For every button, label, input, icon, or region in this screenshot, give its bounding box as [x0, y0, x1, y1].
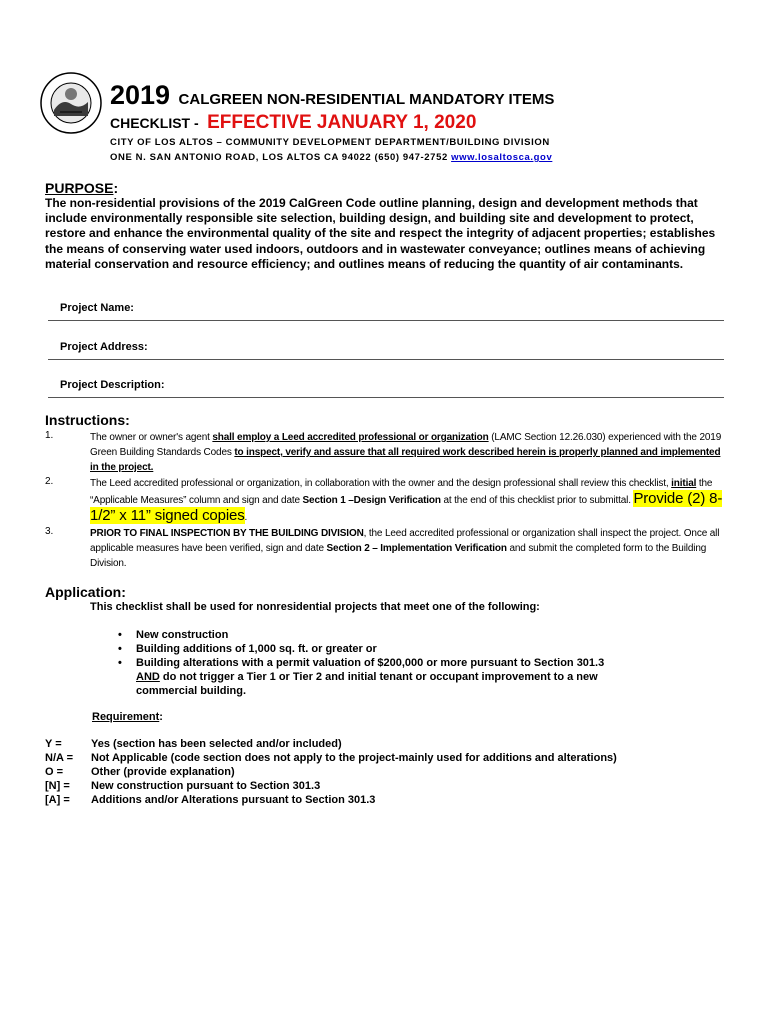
instruction-3-text-a: PRIOR TO FINAL INSPECTION BY THE BUILDING DIVISION [90, 528, 364, 539]
instruction-2-text-c: the “Applicable Measures” column and sign and date [90, 478, 713, 506]
title-text: CALGREEN NON-RESIDENTIAL MANDATORY ITEMS [178, 91, 555, 108]
purpose-heading-text: PURPOSE [45, 180, 114, 196]
project-description-field[interactable] [48, 379, 724, 398]
instruction-1-text-c: (LAMC Section 12.26.030) experienced with the 2019 Green Building Standards Codes [90, 432, 722, 458]
key-row [45, 737, 617, 751]
application-bullet-list [118, 628, 656, 698]
key-row [45, 751, 617, 765]
document-title [110, 80, 554, 111]
instruction-2 [90, 476, 730, 525]
instruction-3 [90, 526, 730, 571]
bullet-icon: • [118, 657, 122, 669]
department-address [110, 152, 552, 163]
list-item-continuation [118, 670, 656, 698]
bullet-text: Building additions of 1,000 sq. ft. or greater or [136, 643, 377, 655]
key-row [45, 779, 617, 793]
city-seal-logo [40, 72, 102, 134]
instruction-3-text-b: , the Leed accredited professional or organization shall inspect the project. Once all applicable measures have been verified, sign and date [90, 528, 720, 554]
key-code: Y = [45, 738, 62, 750]
key-meaning: Other (provide explanation) [91, 766, 235, 778]
purpose-colon: : [113, 180, 119, 196]
instruction-number-1: 1. [45, 430, 54, 441]
instruction-number-2: 2. [45, 476, 54, 487]
key-code: N/A = [45, 752, 74, 764]
instruction-2-text-e: at the end of this checklist prior to submittal. [440, 495, 634, 506]
key-row [45, 793, 617, 807]
bullet-icon: • [118, 629, 122, 641]
website-link[interactable]: www.losaltosca.gov [451, 152, 553, 163]
instruction-1-text-a: The owner or owner's agent [90, 432, 213, 443]
requirement-key-list [45, 737, 617, 807]
instruction-3-text-d: and submit the completed form to the Building Division. [90, 543, 707, 569]
instruction-3-text-c: Section 2 – Implementation Verification [326, 543, 507, 554]
bullet-text: Building alterations with a permit valuation of $200,000 or more pursuant to Section 301.3 [136, 657, 605, 669]
signed-copies-highlight: Provide (2) 8-1/2” x 11” signed copies [90, 490, 723, 524]
instruction-2-text-b: initial [671, 478, 697, 489]
bullet-continuation-text [136, 670, 656, 698]
key-code: [N] = [45, 780, 70, 792]
application-text: This checklist shall be used for nonresidential projects that meet one of the following: [90, 601, 540, 613]
project-address-label: Project Address: [60, 341, 148, 353]
effective-date: EFFECTIVE JANUARY 1, 2020 [207, 112, 477, 133]
instruction-1-text-d: to inspect, verify and assure that all required work described herein is properly planned and implemented in the project. [90, 447, 721, 473]
requirement-heading [92, 711, 163, 723]
department-name: CITY OF LOS ALTOS – COMMUNITY DEVELOPMENT DEPARTMENT/BUILDING DIVISION [110, 137, 550, 148]
and-word: AND [136, 671, 160, 683]
key-meaning: Yes (section has been selected and/or included) [91, 738, 342, 750]
purpose-text: The non-residential provisions of the 2019 CalGreen Code outline planning, design and development methods that include environmentally responsible site selection, building design, and building site and development to protect, restore and enhance the environmental quality of the site and respect the integrity of adjacent properties; establishes the means of conserving water used indoors, outdoors and in wastewater conveyance; outlines means of achieving material conservation and resource efficiency; and outlines means of reducing the quantity of air contaminants. [45, 196, 716, 271]
requirement-colon: : [159, 711, 163, 723]
checklist-line [110, 112, 476, 134]
instruction-1-text-b: shall employ a Leed accredited professional or organization [212, 432, 489, 443]
application-heading: Application: [45, 584, 126, 600]
instruction-2-text-d: Section 1 –Design Verification [302, 495, 441, 506]
bullet-icon: • [118, 643, 122, 655]
key-meaning: Not Applicable (code section does not apply to the project-mainly used for additions and alterations) [91, 752, 617, 764]
requirement-heading-text: Requirement [92, 711, 160, 723]
and-rest: do not trigger a Tier 1 or Tier 2 and initial tenant or occupant improvement to a new commercial building. [136, 671, 598, 697]
list-item [118, 656, 656, 670]
list-item [118, 642, 656, 656]
instruction-number-3: 3. [45, 526, 54, 537]
key-row [45, 765, 617, 779]
project-description-label: Project Description: [60, 379, 165, 391]
project-name-field[interactable] [48, 302, 724, 321]
purpose-heading [45, 180, 118, 196]
instruction-2-text-f: . [244, 512, 248, 523]
key-code: O = [45, 766, 64, 778]
checklist-label: CHECKLIST - [110, 115, 199, 131]
key-code: [A] = [45, 794, 70, 806]
instruction-1 [90, 430, 730, 475]
list-item [118, 628, 656, 642]
bullet-text: New construction [136, 629, 229, 641]
instructions-heading: Instructions: [45, 412, 130, 428]
key-meaning: Additions and/or Alterations pursuant to Section 301.3 [91, 794, 376, 806]
project-address-field[interactable] [48, 341, 724, 360]
instruction-2-text-a: The Leed accredited professional or organization, in collaboration with the owner and the design professional shall review this checklist, [90, 478, 672, 489]
address-text: ONE N. SAN ANTONIO ROAD, LOS ALTOS CA 94022 (650) 947-2752 [110, 152, 448, 163]
key-meaning: New construction pursuant to Section 301.3 [91, 780, 321, 792]
title-year: 2019 [110, 80, 171, 110]
project-name-label: Project Name: [60, 302, 134, 314]
